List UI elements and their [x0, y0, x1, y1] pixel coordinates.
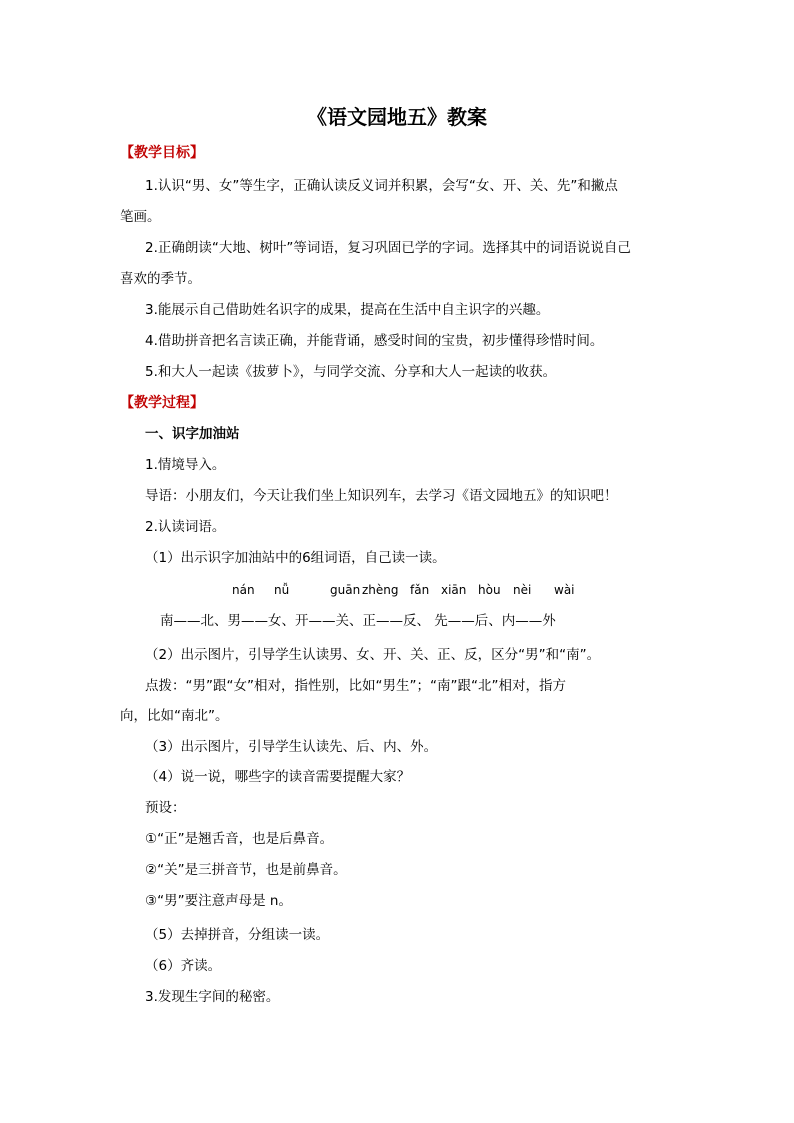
part-1-heading: 一、识字加油站: [145, 426, 240, 442]
word-pairs: 南——北、男——女、开——关、正——反、 先——后、内——外: [160, 613, 556, 629]
goal-1-line-1: 1.认识“男、女”等生字，正确认读反义词并积累，会写“女、开、关、先”和撇点: [145, 178, 618, 194]
intro-text: 导语：小朋友们，今天让我们坐上知识列车，去学习《语文园地五》的知识吧！: [145, 488, 618, 504]
sub-step-5: （5）去掉拼音，分组读一读。: [145, 927, 330, 943]
hint-line-1: 点拨：“男”跟“女”相对，指性别，比如“男生”；“南”跟“北”相对，指方: [145, 678, 566, 694]
pinyin-fan: fǎn: [410, 583, 430, 597]
sub-step-4: （4）说一说，哪些字的读音需要提醒大家？: [145, 769, 411, 785]
section-heading-process: 【教学过程】: [120, 395, 204, 411]
preset-label: 预设：: [145, 800, 186, 816]
pinyin-guan: guān: [330, 583, 361, 597]
pinyin-wai: wài: [554, 583, 575, 597]
pinyin-zheng: zhèng: [362, 583, 399, 597]
sub-step-6: （6）齐读。: [145, 958, 222, 974]
pinyin-nan: nán: [232, 583, 255, 597]
page-title: 《语文园地五》教案: [307, 105, 487, 129]
preset-item-1: ①“正”是翘舌音，也是后鼻音。: [145, 831, 334, 847]
pinyin-nei: nèi: [513, 583, 532, 597]
sub-step-1: （1）出示识字加油站中的6组词语，自己读一读。: [145, 550, 446, 566]
pinyin-nv: nǚ: [274, 583, 290, 597]
step-3: 3.发现生字间的秘密。: [145, 989, 280, 1005]
step-1: 1.情境导入。: [145, 457, 226, 473]
step-2: 2.认读词语。: [145, 519, 226, 535]
pinyin-hou: hòu: [478, 583, 501, 597]
goal-5: 5.和大人一起读《拔萝卜》，与同学交流、分享和大人一起读的收获。: [145, 364, 557, 380]
sub-step-3: （3）出示图片，引导学生认读先、后、内、外。: [145, 739, 438, 755]
goal-2-line-1: 2.正确朗读“大地、树叶”等词语，复习巩固已学的字词。选择其中的词语说说自己: [145, 240, 631, 256]
preset-item-2: ②“关”是三拼音节，也是前鼻音。: [145, 862, 347, 878]
sub-step-2: （2）出示图片，引导学生认读男、女、开、关、正、反，区分“男”和“南”。: [145, 647, 601, 663]
goal-4: 4.借助拼音把名言读正确，并能背诵，感受时间的宝贵，初步懂得珍惜时间。: [145, 333, 604, 349]
goal-3: 3.能展示自己借助姓名识字的成果，提高在生活中自主识字的兴趣。: [145, 302, 550, 318]
hint-line-2: 向，比如“南北”。: [120, 708, 229, 724]
preset-item-3: ③“男”要注意声母是 n。: [145, 893, 292, 909]
goal-2-line-2: 喜欢的季节。: [120, 271, 201, 287]
pinyin-xian: xiān: [441, 583, 467, 597]
section-heading-goals: 【教学目标】: [120, 145, 204, 161]
goal-1-line-2: 笔画。: [120, 209, 161, 225]
